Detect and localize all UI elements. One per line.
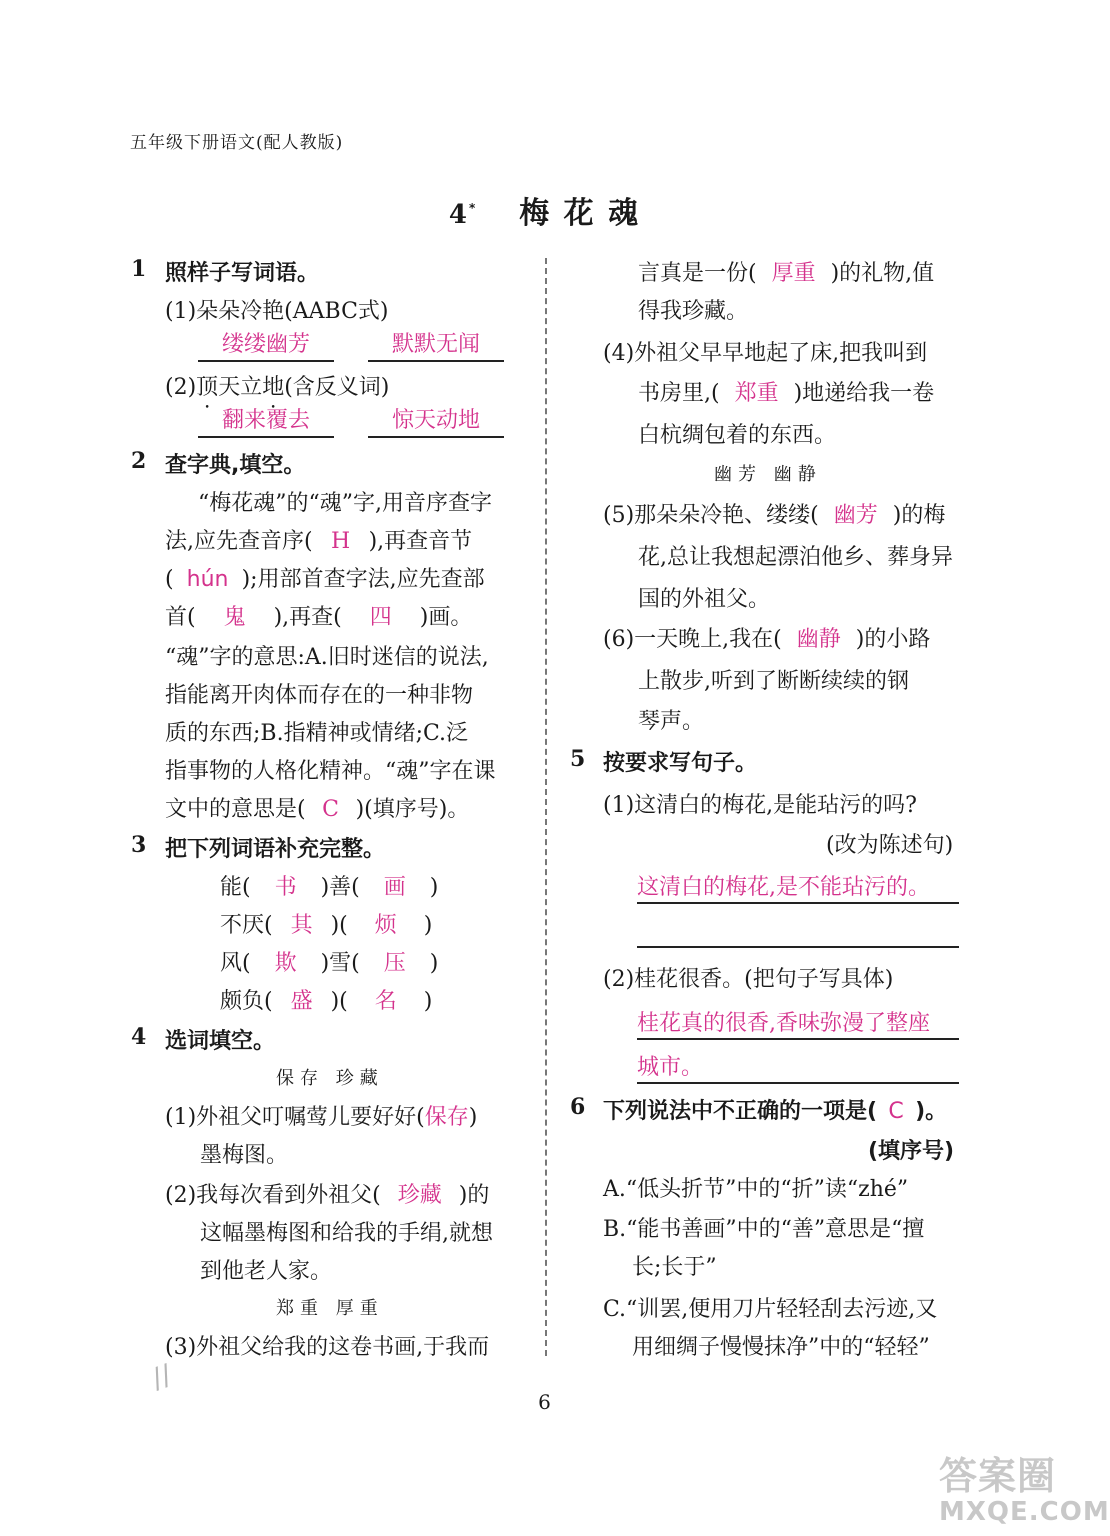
q4-s2-line-3: 到他老人家。 [200,1259,333,1284]
q4-s1-line-2: 墨梅图。 [200,1143,289,1168]
q1-answer-3: 翻来覆去 [198,406,334,438]
q2-line-4: 首( 鬼 ),再查( 四 )画。 [165,605,473,630]
q4-s3-line-2: 言真是一份( 厚重 )的礼物,值 [638,261,935,286]
lesson-title-text: 梅 花 魂 [519,196,641,231]
column-divider [545,258,547,1356]
q4-title: 选词填空。 [165,1029,276,1054]
q4-s1-line-1: (1)外祖父叮嘱莺儿要好好(保存) [165,1105,478,1130]
q6-option-b-line-1: B.“能书善画”中的“善”意思是“擅 [603,1217,925,1242]
q5-title: 按要求写句子。 [603,751,758,776]
q1-title: 照样子写词语。 [165,261,320,286]
q4-number: 4 [131,1024,147,1050]
q4-s4-line-3: 白杭绸包着的东西。 [638,423,837,448]
q2-line-6: 指能离开肉体而存在的一种非物 [165,683,474,708]
q2-line-3: ( hún );用部首查字法,应先查部 [165,567,485,592]
q2-line-9: 文中的意思是( C )(填序号)。 [165,797,470,822]
q4-s6-line-2: 上散步,听到了断断续续的钢 [638,669,909,694]
q1-part1-label: (1)朵朵冷艳(AABC式) [165,299,389,324]
q2-line-1: “梅花魂”的“魂”字,用音序查字 [198,491,492,516]
q3-row-3: 风( 欺 )雪( 压 ) [220,951,439,976]
q1-answer-1: 缕缕幽芳 [198,330,334,362]
q5-s2-answer-line-1: 桂花真的很香,香味弥漫了整座 [637,1006,959,1040]
q2-number: 2 [131,448,147,474]
q1-number: 1 [131,256,147,282]
q2-line-2: 法,应先查音序( H ),再查音节 [165,529,473,554]
q4-s2-line-2: 这幅墨梅图和给我的手绢,就想 [200,1221,493,1246]
watermark-url: MXQE.COM [939,1497,1110,1527]
q1-part2-label: (2)顶天立地(含反义词) [165,375,390,400]
page-number: 6 [538,1390,551,1414]
q6-title: 下列说法中不正确的一项是( C )。 [603,1099,948,1124]
q6-number: 6 [570,1094,586,1120]
q4-s6-line-3: 琴声。 [638,709,705,734]
q1-answer-4: 惊天动地 [368,406,504,438]
q4-s2-line-1: (2)我每次看到外祖父( 珍藏 )的 [165,1183,490,1208]
lesson-number: 4 [448,200,469,230]
q4-s5-line-3: 国的外祖父。 [638,587,771,612]
q2-line-5: “魂”字的意思:A.旧时迷信的说法, [165,645,489,670]
q2-line-8: 指事物的人格化精神。“魂”字在课 [165,759,496,784]
q6-option-c-line-1: C.“训罢,便用刀片轻轻刮去污迹,又 [603,1297,938,1322]
q5-s2: (2)桂花很香。(把句子写具体) [603,967,894,992]
q2-title: 查字典,填空。 [165,453,306,478]
q3-row-1: 能( 书 )善( 画 ) [220,875,439,900]
q4-s3-line-3: 得我珍藏。 [638,299,749,324]
q4-s6-line-1: (6)一天晚上,我在( 幽静 )的小路 [603,627,931,652]
q3-row-2: 不厌( 其 )( 烦 ) [220,913,433,938]
q5-number: 5 [570,746,586,772]
q1-answer-2: 默默无闻 [368,330,504,362]
q4-word-choices-1: 保存 珍藏 [276,1068,384,1089]
lesson-title [0,188,1089,232]
lesson-star: * [468,201,478,215]
q5-s1-blank-line [637,914,959,948]
q3-number: 3 [131,832,147,858]
q6-option-b-line-2: 长;长于” [632,1255,717,1280]
q5-s1: (1)这清白的梅花,是能玷污的吗? [603,793,917,818]
q3-row-4: 颇负( 盛 )( 名 ) [220,989,433,1014]
q2-line-7: 质的东西;B.指精神或情绪;C.泛 [165,721,469,746]
q5-s2-answer-line-2: 城市。 [637,1050,959,1084]
q4-s5-line-1: (5)那朵朵冷艳、缕缕( 幽芳 )的梅 [603,503,946,528]
site-watermark [939,1454,1110,1530]
q5-s1-answer-line: 这清白的梅花,是不能玷污的。 [637,870,959,904]
q5-s1-requirement: (改为陈述句) [826,833,954,858]
book-header: 五年级下册语文(配人教版) [130,133,344,153]
q4-s5-line-2: 花,总让我想起漂泊他乡、葬身异 [638,545,953,570]
q4-s4-line-2: 书房里,( 郑重 )地递给我一卷 [638,381,935,406]
q4-s4-line-1: (4)外祖父早早地起了床,把我叫到 [603,341,928,366]
q6-option-a: A.“低头折节”中的“折”读“zhé” [603,1177,909,1202]
q4-s3-line-1: (3)外祖父给我的这卷书画,于我而 [165,1335,490,1360]
q3-title: 把下列词语补充完整。 [165,837,386,862]
q4-word-choices-3: 幽芳 幽静 [714,464,822,485]
watermark-logo-text: 答案圈 [939,1454,1057,1498]
scribble-mark: // [146,1357,176,1396]
q6-note: (填序号) [868,1139,955,1164]
q4-word-choices-2: 郑重 厚重 [276,1298,384,1319]
q6-option-c-line-2: 用细绸子慢慢抹净”中的“轻轻” [632,1335,930,1360]
